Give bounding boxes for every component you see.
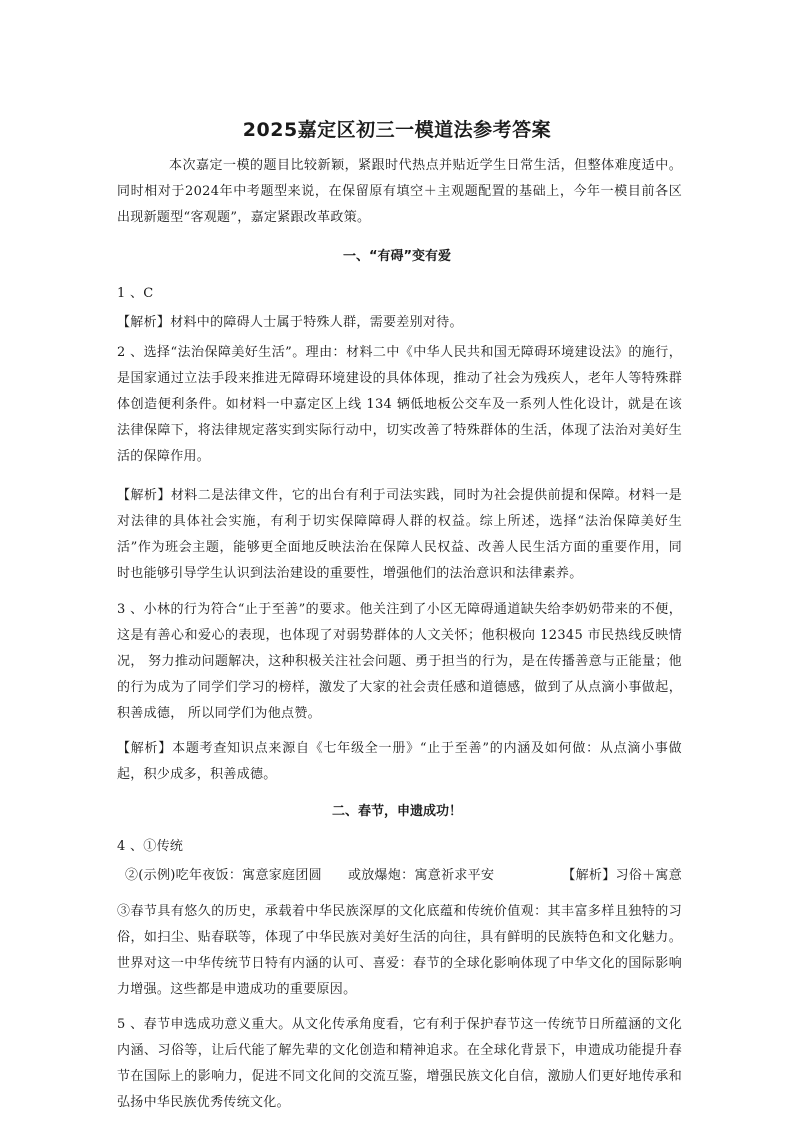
section-heading-1: 一、“有碍”变有爱 bbox=[342, 249, 452, 264]
q4-answer-3: ③春节具有悠久的历史，承载着中华民族深厚的文化底蕴和传统价值观：其丰富多样且独特的习俗，如扫尘、贴春联等，体现了中华民族对美好生活的向往，具有鲜明的民族特色和文化魅力。世界对这一中华传统节日特有内涵的认可、喜爱：春节的全球化影响体现了中华文化的国际影响力增强。这些都是申遗成功的重要原因。 bbox=[117, 904, 682, 997]
q4-answer-2a: ②(示例)吃年夜饭：寓意家庭团圆 bbox=[125, 868, 322, 883]
q5-answer: 5 、春节申选成功意义重大。从文化传承角度看，它有利于保护春节这一传统节日所蕴涵的文化内涵、习俗等，让后代能了解先辈的文化创造和精神追求。在全球化背景下，申遗成功能提升春节在国际上的影响力，促进不同文化间的交流互鉴，增强民族文化自信，激励人们更好地传承和弘扬中华民族优秀传统文化。 bbox=[117, 1017, 682, 1110]
document-title: 2025嘉定区初三一模道法参考答案 bbox=[242, 119, 552, 141]
q4-answer-2-analysis: 【解析】习俗＋寓意 bbox=[562, 868, 682, 883]
q2-answer: 2 、选择“法治保障美好生活”。理由：材料二中《中华人民共和国无障碍环境建设法》的施行，是国家通过立法手段来推进无障碍环境建设的具体体现，推动了社会为残疾人，老年人等特殊群体创造便利条件。如材料一中嘉定区上线 134 辆低地板公交车及一系列人性化设计，就是在该法律保障下，将法律规定落实到实际行动中，切实改善了特殊群体的生活，体现了法治对美好生活的保障作用。 bbox=[117, 345, 682, 464]
q1-answer: 1 、C bbox=[117, 286, 154, 301]
q3-answer: 3 、小林的行为符合“止于至善”的要求。他关注到了小区无障碍通道缺失给李奶奶带来的不便，这是有善心和爱心的表现，也体现了对弱势群体的人文关怀；他积极向 12345 市民热线反映情况， 努力推动问题解决，这种积极关注社会问题、勇于担当的行为，是在传播善意与正能量；他的行为成为了同学们学习的榜样，激发了大家的社会责任感和道德感，做到了从点滴小事做起，积善成德， 所以同学们为他点赞。 bbox=[117, 602, 682, 721]
q2-analysis: 【解析】材料二是法律文件，它的出台有利于司法实践，同时为社会提供前提和保障。材料一是对法律的具体社会实施，有利于切实保障障碍人群的权益。综上所述，选择“法治保障美好生活”作为班会主题，能够更全面地反映法治在保障人民权益、改善人民生活方面的重要作用，同时也能够引导学生认识到法治建设的重要性，增强他们的法治意识和法律素养。 bbox=[117, 488, 682, 581]
q4-answer-2-row bbox=[125, 863, 682, 889]
q3-analysis: 【解析】本题考查知识点来源自《七年级全一册》“止于至善”的内涵及如何做：从点滴小事做起，积少成多，积善成德。 bbox=[117, 741, 682, 782]
intro-paragraph: 本次嘉定一模的题目比较新颖，紧跟时代热点并贴近学生日常生活，但整体难度适中。同时相对于2024年中考题型来说，在保留原有填空＋主观题配置的基础上，今年一模目前各区出现新题型“客观题”，嘉定紧跟改革政策。 bbox=[117, 158, 682, 225]
q4-answer-1: 4 、①传统 bbox=[117, 839, 184, 854]
q1-analysis: 【解析】材料中的障碍人士属于特殊人群，需要差别对待。 bbox=[117, 315, 463, 330]
q4-answer-2b: 或放爆炮：寓意祈求平安 bbox=[347, 868, 495, 883]
section-heading-2: 二、春节，申遗成功！ bbox=[331, 804, 462, 819]
